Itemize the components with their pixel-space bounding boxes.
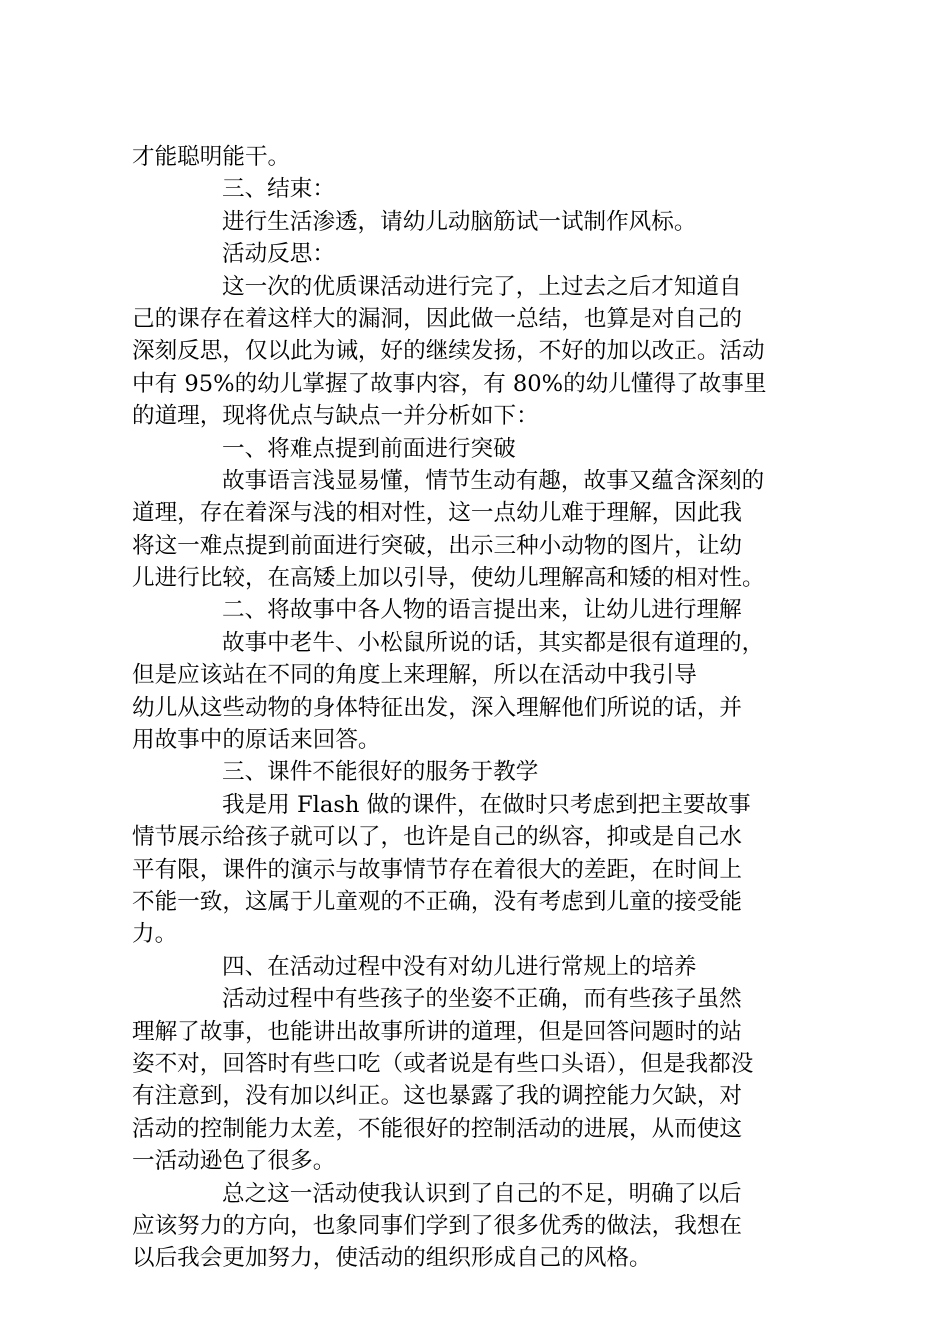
paragraph-first-line: 总之这一活动使我认识到了自己的不足，明确了以后 [222,1180,742,1207]
text-line: 以后我会更加努力，使活动的组织形成自己的风格。 [132,1245,652,1272]
text-line: 幼儿从这些动物的身体特征出发，深入理解他们所说的话，并 [132,694,743,721]
text-line: 活动的控制能力太差，不能很好的控制活动的进展，从而使这 [132,1115,743,1142]
text-line: 深刻反思，仅以此为诫，好的继续发扬，不好的加以改正。活动 [132,338,765,365]
paragraph-first-line: 三、课件不能很好的服务于教学 [222,759,539,786]
text-line: 中有 95%的幼儿掌握了故事内容，有 80%的幼儿懂得了故事里 [132,370,767,397]
text-line: 儿进行比较，在高矮上加以引导，使幼儿理解高和矮的相对性。 [132,565,765,592]
paragraph-first-line: 二、将故事中各人物的语言提出来，让幼儿进行理解 [222,597,742,624]
paragraph-first-line: 活动反思： [222,241,335,268]
text-line: 平有限，课件的演示与故事情节存在着很大的差距，在时间上 [132,856,743,883]
document-body [132,141,822,1275]
paragraph-first-line: 故事中老牛、小松鼠所说的话，其实都是很有道理的， [222,629,765,656]
paragraph-first-line: 进行生活渗透，请幼儿动脑筋试一试制作风标。 [222,208,697,235]
text-line: 应该努力的方向，也象同事们学到了很多优秀的做法，我想在 [132,1212,743,1239]
text-line: 一活动逊色了很多。 [132,1148,336,1175]
text-line: 但是应该站在不同的角度上来理解，所以在活动中我引导 [132,662,697,689]
text-line: 姿不对，回答时有些口吃（或者说是有些口头语），但是我都没 [132,1050,754,1077]
text-line: 不能一致，这属于儿童观的不正确，没有考虑到儿童的接受能 [132,888,743,915]
text-line: 道理，存在着深与浅的相对性，这一点幼儿难于理解，因此我 [132,500,743,527]
paragraph-first-line: 一、将难点提到前面进行突破 [222,435,516,462]
text-line: 己的课存在着这样大的漏洞，因此做一总结，也算是对自己的 [132,305,743,332]
text-line: 有注意到，没有加以纠正。这也暴露了我的调控能力欠缺，对 [132,1083,743,1110]
paragraph-first-line: 故事语言浅显易懂，情节生动有趣，故事又蕴含深刻的 [222,467,765,494]
text-line: 情节展示给孩子就可以了，也许是自己的纵容，抑或是自己水 [132,824,743,851]
text-line: 用故事中的原话来回答。 [132,727,381,754]
text-line: 力。 [132,921,178,948]
paragraph-first-line: 我是用 Flash 做的课件，在做时只考虑到把主要故事 [222,791,751,818]
paragraph-first-line: 四、在活动过程中没有对幼儿进行常规上的培养 [222,953,697,980]
text-line: 的道理，现将优点与缺点一并分析如下： [132,403,539,430]
text-line: 才能聪明能干。 [132,144,291,170]
paragraph-first-line: 活动过程中有些孩子的坐姿不正确，而有些孩子虽然 [222,986,742,1013]
paragraph-first-line: 三、结束： [222,176,335,203]
paragraph-first-line: 这一次的优质课活动进行完了，上过去之后才知道自 [222,273,742,300]
text-line: 将这一难点提到前面进行突破，出示三种小动物的图片，让幼 [132,532,743,559]
text-line: 理解了故事，也能讲出故事所讲的道理，但是回答问题时的站 [132,1018,743,1045]
